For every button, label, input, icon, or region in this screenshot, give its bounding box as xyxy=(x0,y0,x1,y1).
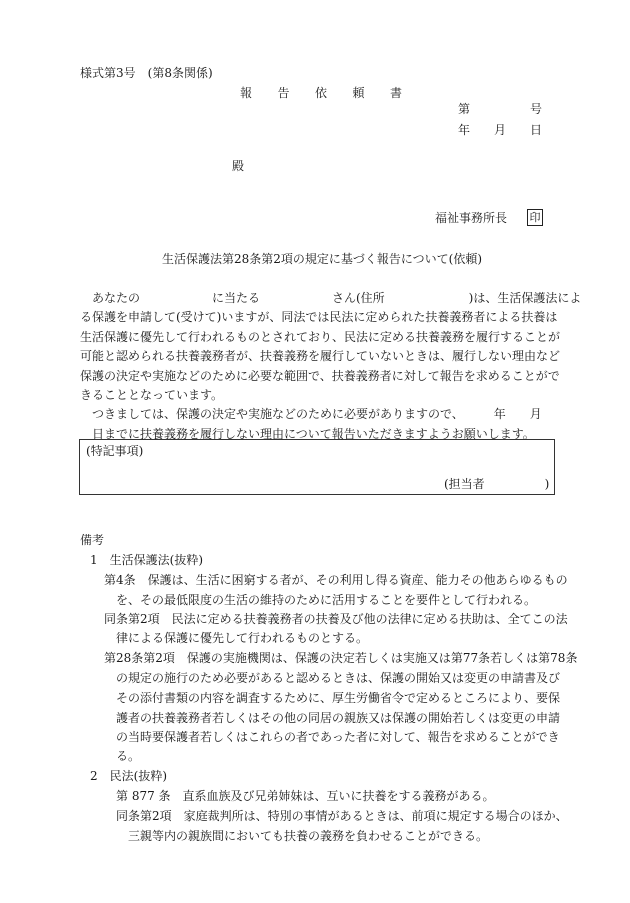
body-line: 日までに扶養義務を履行しない理由について報告いただきますようお願いします。 xyxy=(92,426,535,441)
body-line: る保護を申請して(受けて)いますが、同法では民法に定められた扶養義務者による扶養は xyxy=(80,310,558,325)
law-article-text: 護者の扶養義務者若しくはその他の同居の親族又は保護の開始若しくは変更の申請 xyxy=(116,711,561,725)
body-line: 保護の決定や実施などのために必要な範囲で、扶養義務者に対して報告を求めることがで xyxy=(80,368,560,383)
addressee-suffix: 殿 xyxy=(232,159,245,173)
law-article-text: 第28条第2項 保護の実施機関は、保護の決定若しくは実施又は第77条若しくは第78条 xyxy=(104,651,578,665)
law-article-text: その添付書類の内容を調査するために、厚生労働省令で定めるところにより、要保 xyxy=(116,691,561,705)
request-body xyxy=(80,289,582,444)
document-date: 年 月 日 xyxy=(458,123,543,137)
body-line: 可能と認められる扶養義務者が、扶養義務を履行していないときは、履行しない理由など xyxy=(80,349,561,364)
special-notes-label: (特記事項) xyxy=(86,444,144,458)
law-article-text: 律による保護に優先して行われるものとする。 xyxy=(116,631,369,645)
notes-item-1-title: 1 生活保護法(抜粋) xyxy=(90,553,203,567)
body-line: 生活保護に優先して行われるものとされており、民法に定める扶養義務を履行することが xyxy=(80,329,561,344)
document-number: 第 号 xyxy=(458,102,543,116)
body-line: あなたの に当たる さん(住所 )は、生活保護法によ xyxy=(92,291,582,305)
sender-title: 福祉事務所長 xyxy=(435,211,508,225)
law-article-text: 同条第2項 家庭裁判所は、特別の事情があるときは、前項に規定する場合のほか、 xyxy=(116,809,568,823)
body-line: きることとなっています。 xyxy=(80,387,224,402)
law-article-text: 同条第2項 民法に定める扶養義務者の扶養及び他の法律に定める扶助は、全てこの法 xyxy=(104,612,568,626)
document-title: 報 告 依 頼 書 xyxy=(240,86,403,100)
seal-stamp: 印 xyxy=(527,209,543,226)
subject-line: 生活保護法第28条第2項の規定に基づく報告について(依頼) xyxy=(162,252,483,266)
law-article-text: の当時要保護者若しくはこれらの者であった者に対して、報告を求めることができ xyxy=(116,730,560,744)
person-in-charge: (担当者 ) xyxy=(444,477,550,491)
body-line: つきましては、保護の決定や実施などのために必要がありますので、 年 月 xyxy=(92,407,542,422)
special-notes-box[interactable] xyxy=(79,439,555,495)
law-article-text: を、その最低限度の生活の維持のために活用することを要件として行われる。 xyxy=(116,593,537,607)
law-article-text: 三親等内の親族間においても扶養の義務を負わせることができる。 xyxy=(128,829,489,843)
law-article-text: る。 xyxy=(116,749,141,763)
notes-item-2-title: 2 民法(抜粋) xyxy=(90,769,167,783)
notes-heading: 備考 xyxy=(80,533,105,547)
form-number: 様式第3号 (第8条関係) xyxy=(80,66,213,80)
law-article-text: 第4条 保護は、生活に困窮する者が、その利用し得る資産、能力その他あらゆるもの xyxy=(104,573,568,587)
law-article-text: の規定の施行のため必要があると認めるときは、保護の開始又は変更の申請書及び xyxy=(116,671,561,685)
law-article-text: 第 877 条 直系血族及び兄弟姉妹は、互いに扶養をする義務がある。 xyxy=(116,789,495,803)
